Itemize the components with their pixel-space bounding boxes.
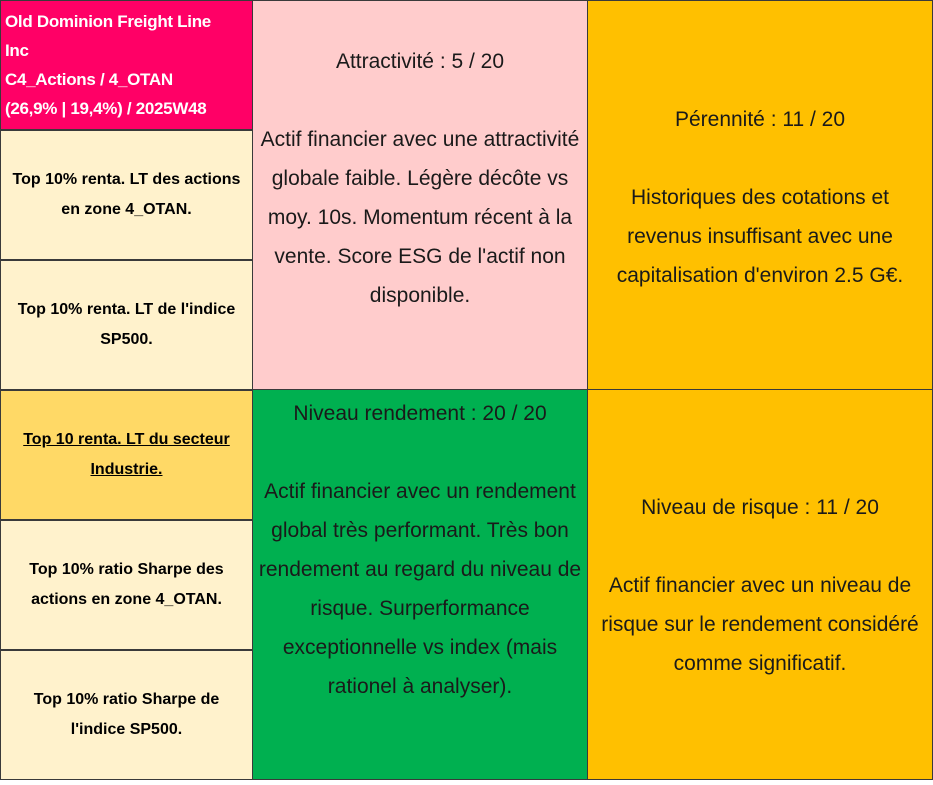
asset-stats: (26,9% | 19,4%) / 2025W48 xyxy=(5,99,207,118)
attractivite-heading: Attractivité : 5 / 20 xyxy=(335,50,505,73)
risque-heading: Niveau de risque : 11 / 20 xyxy=(641,496,879,519)
label-cell-sharpe-otan xyxy=(0,520,253,650)
asset-name-line1: Old Dominion Freight Line xyxy=(5,12,211,31)
label-text: Top 10 renta. LT du secteur Industrie. xyxy=(23,431,230,478)
rendement-body: Actif financier avec un rendement global très performant. Très bon rendement au regard du niveau de risque. Surperformance exceptionnelle vs index (mais rationel à analyser). xyxy=(258,480,582,698)
label-cell-sharpe-sp500 xyxy=(0,650,253,780)
rendement-cell xyxy=(252,389,588,780)
asset-name-line2: Inc xyxy=(5,41,29,60)
asset-category: C4_Actions / 4_OTAN xyxy=(5,70,173,89)
attractivite-body: Actif financier avec une attractivité globale faible. Légère décôte vs moy. 10s. Momentum récent à la vente. Score ESG de l'actif non disponible. xyxy=(260,128,580,307)
perennite-cell xyxy=(587,0,933,390)
label-cell-renta-sp500 xyxy=(0,260,253,390)
perennite-body: Historiques des cotations et revenus insuffisant avec une capitalisation d'environ 2.5 G€. xyxy=(616,186,904,287)
label-text: Top 10% ratio Sharpe de l'indice SP500. xyxy=(33,691,220,738)
label-cell-renta-secteur xyxy=(0,390,253,520)
label-text: Top 10% renta. LT des actions en zone 4_OTAN. xyxy=(12,171,241,218)
label-text: Top 10% ratio Sharpe des actions en zone 4_OTAN. xyxy=(29,561,224,608)
rendement-heading: Niveau rendement : 20 / 20 xyxy=(293,402,547,425)
label-text: Top 10% renta. LT de l'indice SP500. xyxy=(17,301,236,348)
attractivite-cell xyxy=(252,0,588,390)
label-cell-renta-otan xyxy=(0,130,253,260)
risque-body: Actif financier avec un niveau de risque sur le rendement considéré comme significatif. xyxy=(601,574,919,675)
perennite-heading: Pérennité : 11 / 20 xyxy=(674,108,846,131)
asset-title-cell xyxy=(0,0,253,130)
risque-cell xyxy=(587,389,933,780)
